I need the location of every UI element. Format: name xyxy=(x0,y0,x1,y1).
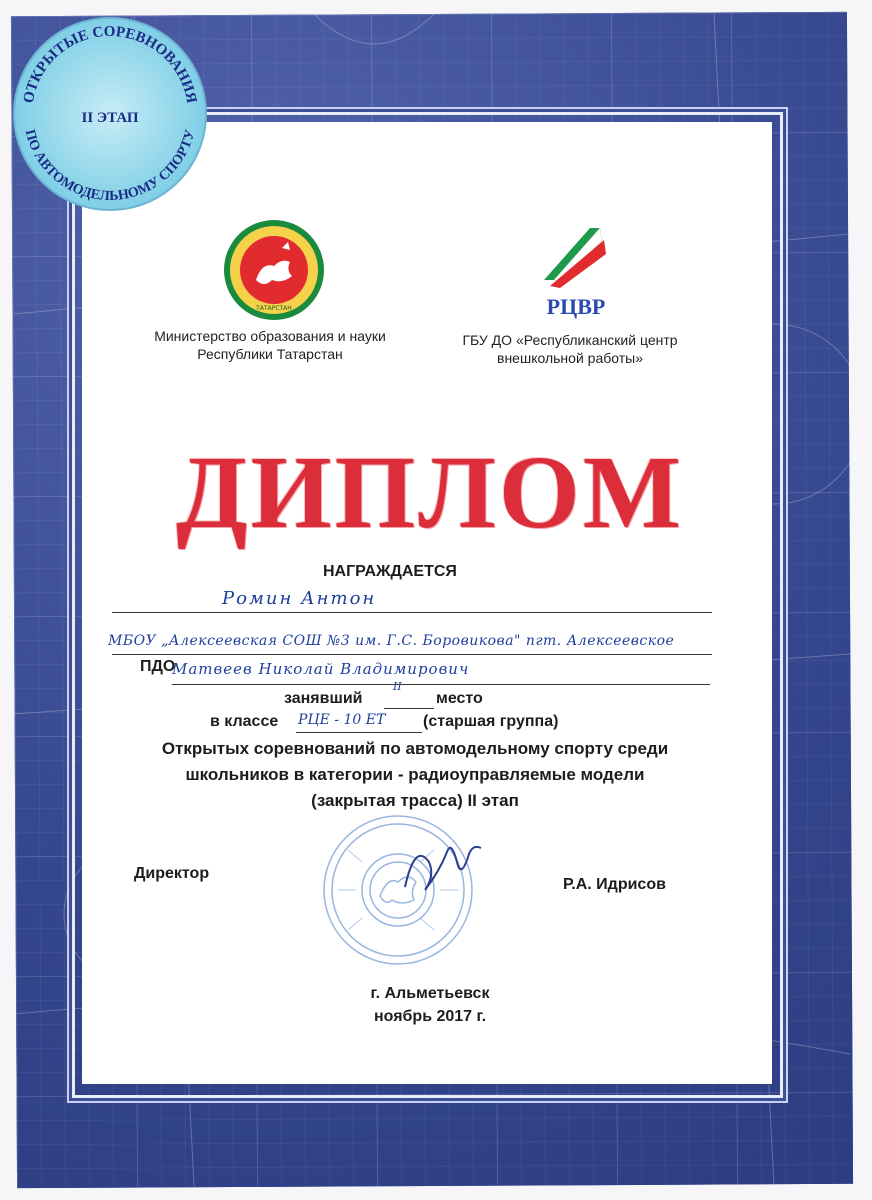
school-underline xyxy=(112,654,712,655)
competition-line-2: школьников в категории - радиоуправляемые модели xyxy=(185,765,645,784)
director-name: Р.А. Идрисов xyxy=(563,876,666,893)
director-label: Директор xyxy=(134,865,210,882)
pdo-label: ПДО xyxy=(140,658,176,675)
pdo-name: Матвеев Николай Владимирович xyxy=(172,660,470,678)
taken-label: занявший xyxy=(284,690,363,707)
class-value: РЦЕ - 10 ЕТ xyxy=(298,712,386,728)
center-line-2: внешкольной работы» xyxy=(497,350,643,366)
center-line-1: ГБУ ДО «Республиканский центр xyxy=(462,332,678,348)
competition-line-3: (закрытая трасса) II этап xyxy=(311,791,519,810)
diploma-title: ДИПЛОМ xyxy=(176,435,684,550)
place-word: место xyxy=(436,690,483,707)
recipient-name: Ромин Антон xyxy=(222,588,377,609)
group-label: (старшая группа) xyxy=(423,713,559,730)
city: г. Альметьевск xyxy=(370,985,490,1002)
pdo-underline xyxy=(172,684,710,685)
rcvr-logo-text: РЦВР xyxy=(546,294,606,319)
name-underline xyxy=(112,612,712,613)
recipient-school: МБОУ „Алексеевская СОШ №3 им. Г.С. Боровикова" пгт. Алексеевское xyxy=(108,633,675,649)
badge-top-text: ОТКРЫТЫЕ СОРЕВНОВАНИЯ xyxy=(20,23,200,105)
place-value: II xyxy=(393,680,402,693)
director-signature xyxy=(395,832,485,902)
center-name xyxy=(420,331,720,367)
rcvr-logo-icon xyxy=(520,222,630,322)
class-underline xyxy=(296,732,422,733)
badge-bottom-text: ПО АВТОМОДЕЛЬНОМУ СПОРТУ xyxy=(21,128,199,205)
class-label: в классе xyxy=(210,713,279,730)
ministry-line-1: Министерство образования и науки xyxy=(154,328,386,344)
competition-badge xyxy=(10,14,210,214)
competition-line-1: Открытых соревнований по автомодельному спорту среди xyxy=(161,739,669,758)
place-underline xyxy=(384,708,434,709)
ministry-name xyxy=(120,327,420,363)
ministry-line-2: Республики Татарстан xyxy=(197,346,343,362)
emblem-lettering: ТАТАРСТАН xyxy=(256,305,292,312)
tatarstan-emblem-icon xyxy=(222,218,326,322)
awarded-label: НАГРАЖДАЕТСЯ xyxy=(323,563,457,580)
issue-date: ноябрь 2017 г. xyxy=(373,1008,487,1025)
badge-center-text: II ЭТАП xyxy=(81,110,139,126)
